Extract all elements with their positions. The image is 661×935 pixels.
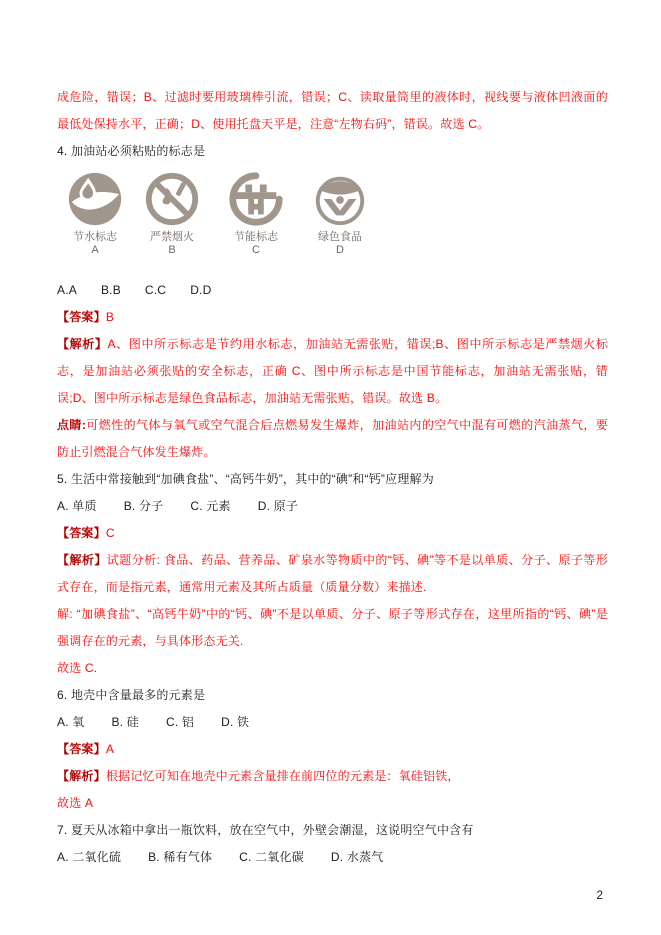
analysis-text: 根据记忆可知在地壳中元素含量排在前四位的元素是：氧硅铝铁， bbox=[105, 769, 460, 783]
green-food-icon bbox=[311, 170, 369, 228]
q4-sign-images bbox=[57, 170, 608, 274]
q4-answer bbox=[57, 304, 608, 331]
answer-tag: 【答案】 bbox=[57, 310, 106, 324]
q6-analysis bbox=[57, 763, 608, 790]
sign-caption: 节能标志 bbox=[234, 231, 278, 243]
answer-value: A bbox=[105, 742, 115, 756]
q4-question: 4. 加油站必须粘贴的标志是 bbox=[57, 144, 206, 158]
q5-option-b: B. 分子 bbox=[123, 499, 164, 513]
q5-conclusion: 故选 C. bbox=[57, 661, 98, 675]
q5-option-d: D. 原子 bbox=[257, 499, 299, 513]
sign-image-a bbox=[63, 170, 127, 257]
q5-question: 5. 生活中常接触到“加碘食盐”、“高钙牛奶”，其中的“碘”和“钙”应理解为 bbox=[57, 472, 434, 486]
q7-option-c: C. 二氧化碳 bbox=[239, 850, 304, 864]
q6-option-b: B. 硅 bbox=[111, 715, 139, 729]
sign-caption: 节水标志 bbox=[73, 231, 117, 243]
sign-letter: D bbox=[336, 244, 344, 256]
q4-option-c: C.C bbox=[144, 283, 167, 297]
tip-text: 可燃性的气体与氧气或空气混合后点燃易发生爆炸，加油站内的空气中混有可燃的汽油蒸气，要防止引燃混合气体发生爆炸。 bbox=[57, 418, 608, 459]
tip-tag: 点睛: bbox=[57, 418, 87, 432]
sign-image-c bbox=[224, 170, 288, 257]
q6-options bbox=[57, 709, 608, 736]
sign-letter: A bbox=[91, 244, 99, 256]
water-saving-icon bbox=[66, 170, 124, 228]
answer-tag: 【答案】 bbox=[57, 526, 106, 540]
analysis-tag: 【解析】 bbox=[57, 337, 108, 351]
answer-value: C bbox=[105, 526, 115, 540]
sign-image-d bbox=[308, 170, 372, 257]
q6-question: 6. 地壳中含量最多的元素是 bbox=[57, 688, 206, 702]
analysis-tag: 【解析】 bbox=[57, 553, 107, 567]
sign-letter: B bbox=[168, 244, 176, 256]
analysis-text: A、图中所示标志是节约用水标志，加油站无需张贴，错误;B、图中所示标志是严禁烟火标志，是加油站必须张贴的安全标志，正确 C、图中所示标志是中国节能标志，加油站无需张贴，错误;D、图中所示标志是绿色食品标志，加油站无需张贴，错误。故选 B。 bbox=[57, 337, 608, 405]
q6-option-a: A. 氧 bbox=[57, 715, 85, 729]
q4-tip bbox=[57, 412, 608, 466]
sign-caption: 严禁烟火 bbox=[150, 231, 194, 243]
q6-conclusion: 故选 A bbox=[57, 796, 94, 810]
answer-value: B bbox=[105, 310, 115, 324]
q4-option-d: D.D bbox=[190, 283, 212, 297]
answer-tag: 【答案】 bbox=[57, 742, 106, 756]
q4-option-a: A.A bbox=[57, 283, 77, 297]
no-fireworks-icon bbox=[143, 170, 201, 228]
energy-saving-icon bbox=[227, 170, 285, 228]
q5-answer bbox=[57, 520, 608, 547]
page-number: 2 bbox=[596, 888, 603, 902]
q5-solution: 解: “加碘食盐”、“高钙牛奶”中的“钙、碘”不是以单质、分子、原子等形式存在，这里所指的“钙、碘”是强调存在的元素，与具体形态无关. bbox=[57, 607, 608, 648]
q6-answer bbox=[57, 736, 608, 763]
q7-question: 7. 夏天从冰箱中拿出一瓶饮料，放在空气中，外壁会潮湿，这说明空气中含有 bbox=[57, 823, 474, 837]
q5-option-a: A. 单质 bbox=[57, 499, 97, 513]
sign-image-b bbox=[140, 170, 204, 257]
q4-options bbox=[57, 277, 608, 304]
q7-option-d: D. 水蒸气 bbox=[330, 850, 384, 864]
q4-option-b: B.B bbox=[100, 283, 121, 297]
q4-analysis bbox=[57, 331, 608, 412]
page-content bbox=[57, 84, 608, 871]
q5-analysis bbox=[57, 547, 608, 601]
q7-option-b: B. 稀有气体 bbox=[148, 850, 213, 864]
sign-letter: C bbox=[252, 244, 260, 256]
q7-option-a: A. 二氧化硫 bbox=[57, 850, 122, 864]
q3-analysis-tail: 成危险，错误；B、过滤时要用玻璃棒引流，错误；C、读取量筒里的液体时，视线要与液体凹液面的最低处保持水平，正确；D、使用托盘天平是，注意“左物右码”，错误。故选 C。 bbox=[57, 90, 608, 131]
sign-caption: 绿色食品 bbox=[318, 231, 362, 243]
q5-option-c: C. 元素 bbox=[190, 499, 231, 513]
analysis-text: 试题分析: 食品、药品、营养品、矿泉水等物质中的“钙、碘”等不是以单质、分子、原子等形式存在，而是指元素，通常用元素及其所占质量（质量分数）来描述. bbox=[57, 553, 608, 594]
q5-options bbox=[57, 493, 608, 520]
q6-option-d: D. 铁 bbox=[221, 715, 250, 729]
analysis-tag: 【解析】 bbox=[57, 769, 106, 783]
q6-option-c: C. 铝 bbox=[165, 715, 195, 729]
q7-options bbox=[57, 844, 608, 871]
